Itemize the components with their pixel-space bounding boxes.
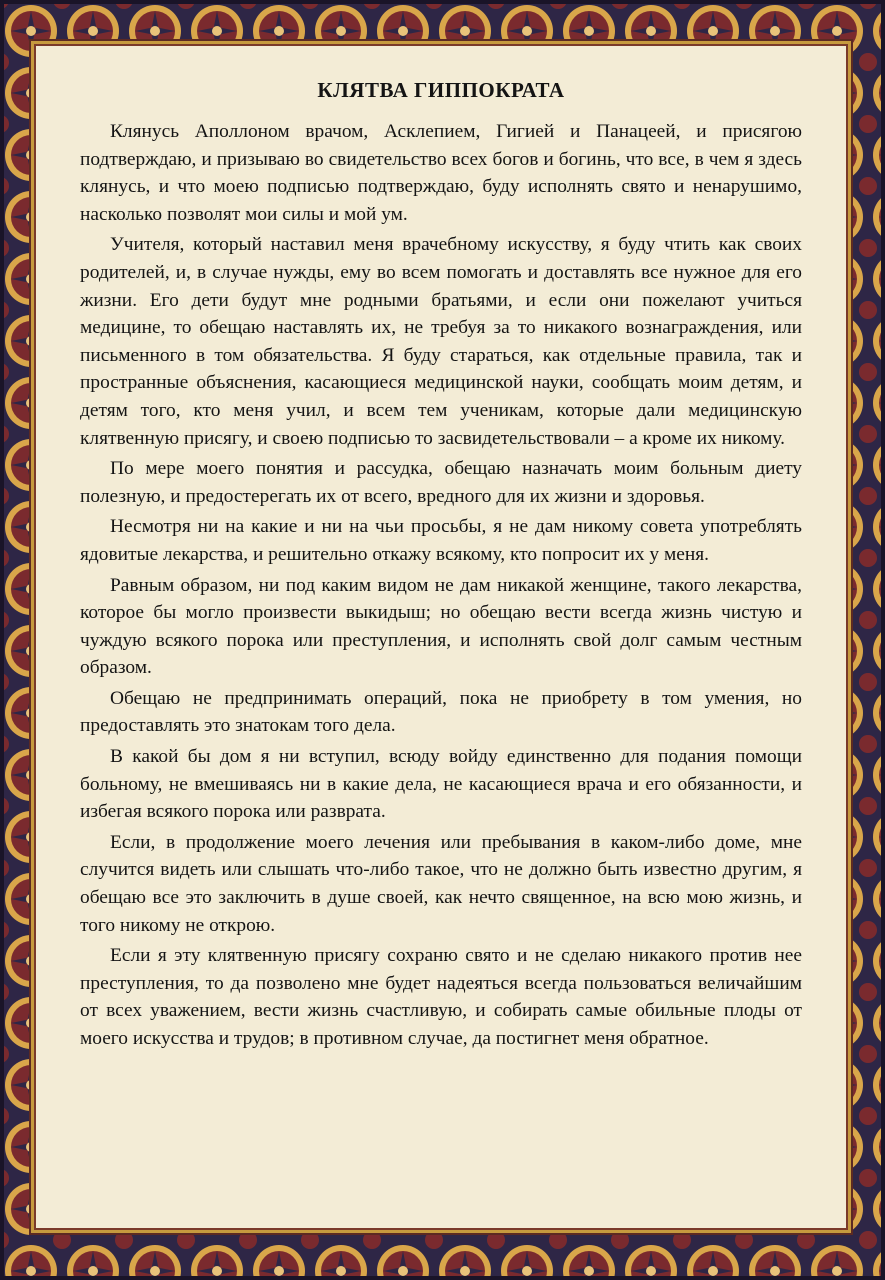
- oath-paragraph-9: Если я эту клятвенную присягу сохраню свято и не сделаю никакого против нее преступления, то да позволено мне будет надеяться всегда пользоваться величайшим от всех уважением, вести жизнь счастливую, и собирать самые обильные плоды от моего искусства и трудов; в противном случае, да постигнет меня обратное.: [80, 945, 802, 1049]
- oath-paragraph-8: Если, в продолжение моего лечения или пребывания в каком-либо доме, мне случится видеть или слышать что-либо такое, что не должно быть известно другим, я обещаю все это заключить в душе своей, как нечто священное, на всю мою жизнь, и того никому не открою.: [80, 831, 802, 936]
- oath-paragraph-5: Равным образом, ни под каким видом не дам никакой женщине, такого лекарства, которое бы могло произвести выкидыш; но обещаю вести всегда жизнь чистую и чуждую всякого порока или преступления, и исполнять свой долг самым честным образом.: [80, 574, 802, 679]
- oath-paragraph-4: Несмотря ни на какие и ни на чьи просьбы, я не дам никому совета употреблять ядовитые лекарства, и решительно откажу всякому, кто попросит их у меня.: [80, 516, 802, 565]
- oath-paragraph-3: По мере моего понятия и рассудка, обещаю назначать моим больным диету полезную, и предостерегать их от всего, вредного для их жизни и здоровья.: [80, 458, 802, 507]
- oath-paragraph-7: В какой бы дом я ни вступил, всюду войду единственно для подания помощи больному, не вмешиваясь ни в какие дела, не касающиеся врача и его обязанности, и избегая всякого порока или разврата.: [80, 746, 802, 823]
- document-title: КЛЯТВА ГИППОКРАТА: [317, 78, 565, 102]
- oath-paragraph-1: Клянусь Аполлоном врачом, Асклепием, Гигией и Панацеей, и присягою подтверждаю, и призываю во свидетельство всех богов и богинь, что все, в чем я здесь клянусь, и что моею подписью подтверждаю, буду исполнять свято и ненарушимо, насколько позволят мои силы и мой ум.: [80, 121, 802, 225]
- oath-paragraph-2: Учителя, который наставил меня врачебному искусству, я буду чтить как своих родителей, и, в случае нужды, ему во всем помогать и доставлять все нужное для его жизни. Его дети будут мне родными братьями, и если они пожелают учиться медицине, то обещаю наставлять их, не требуя за то никакого вознаграждения, или письменного в том обязательства. Я буду стараться, как отдельные правила, так и пространные объяснения, касающиеся медицинской науки, сообщать моим детям, и детям того, кто меня учил, и всем тем ученикам, которые дали медицинскую клятвенную присягу, и своею подписью то засвидетельствовали – а кроме их никому.: [80, 234, 802, 449]
- oath-paragraph-6: Обещаю не предпринимать операций, пока не приобрету в том умения, но предоставлять это знатокам того дела.: [80, 687, 802, 737]
- oath-text-panel: [34, 44, 848, 1230]
